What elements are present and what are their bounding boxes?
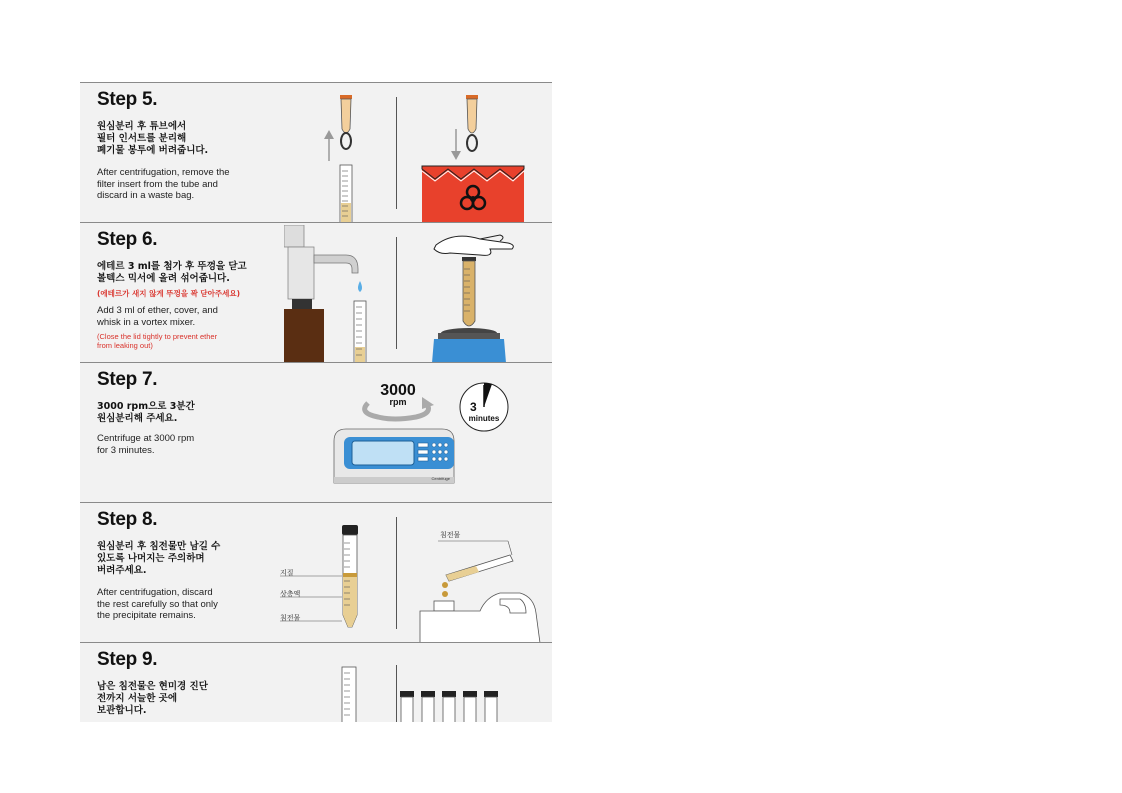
step-8-panel — [80, 502, 552, 643]
step-title: Step 6. — [97, 229, 158, 250]
arrow-down-icon — [451, 129, 461, 160]
text-line: filter insert from the tube and — [97, 178, 218, 190]
precipitate-label: 침전물 — [280, 614, 301, 622]
step-title: Step 5. — [97, 89, 158, 110]
text-line: 남은 침전물은 현미경 진단 — [97, 681, 208, 692]
text-line: Centrifuge at 3000 rpm — [97, 433, 195, 444]
step-english-text — [97, 587, 267, 622]
text-line: Add 3 ml of ether, cover, and — [97, 305, 218, 316]
text-line: 3000 rpm으로 3분간 — [97, 401, 195, 412]
text-line: 필터 인서트를 분리해 — [97, 133, 187, 144]
text-line: the precipitate remains. — [97, 610, 196, 621]
step-korean-text — [97, 681, 267, 717]
timer-icon — [460, 383, 508, 431]
text-line: discard in a waste bag. — [97, 190, 195, 201]
text-line: After centrifugation, discard — [97, 587, 213, 598]
panel-divider — [396, 665, 397, 722]
separated-tube-illustration — [280, 523, 370, 633]
step-korean-text — [97, 121, 267, 157]
step-title: Step 8. — [97, 509, 158, 530]
panel-divider — [396, 237, 397, 349]
lipid-label: 지질 — [280, 569, 294, 577]
step-title: Step 7. — [97, 369, 158, 390]
step-7-panel — [80, 362, 552, 503]
rpm-unit: rpm — [389, 397, 407, 407]
text-line: 전까지 서늘한 곳에 — [97, 693, 178, 704]
panel-divider — [396, 97, 397, 209]
vortex-mixer-illustration — [420, 231, 550, 363]
discard-container-illustration — [416, 533, 550, 643]
step-korean-text — [97, 541, 267, 577]
tube-illustration — [338, 665, 368, 722]
instruction-sheet — [80, 82, 552, 722]
text-line: 볼텍스 믹서에 올려 섞어줍니다. — [97, 273, 230, 284]
step-5-panel — [80, 82, 552, 223]
step-english-text — [97, 305, 267, 328]
warning-english-text — [97, 332, 267, 350]
text-line: 에테르 3 ml를 첨가 후 뚜껑을 닫고 — [97, 261, 247, 272]
text-line: 보관합니다. — [97, 705, 147, 716]
text-line: 버려주세요. — [97, 565, 147, 576]
timer-value: 3 — [470, 400, 477, 414]
text-line: 있도록 나머지는 주의하며 — [97, 553, 205, 564]
text-line: 폐기물 봉투에 버려줍니다. — [97, 145, 209, 156]
step-korean-text — [97, 261, 267, 285]
warning-korean-text: (에테르가 새지 않게 뚜껑을 꽉 닫아주세요) — [97, 289, 241, 298]
text-line: for 3 minutes. — [97, 444, 155, 456]
text-line: 원심분리 후 침전물만 남길 수 — [97, 541, 221, 552]
rpm-value: 3000 — [380, 382, 416, 399]
text-line: from leaking out) — [97, 341, 153, 350]
step-korean-text — [97, 401, 267, 425]
text-line: 원심분리해 주세요. — [97, 413, 178, 424]
step-english-text — [97, 167, 267, 202]
ether-dispenser-illustration — [284, 225, 384, 363]
step-title: Step 9. — [97, 649, 158, 670]
arrow-up-icon — [324, 130, 334, 161]
filter-removal-illustration — [316, 93, 366, 223]
text-line: the rest carefully so that only — [97, 598, 218, 610]
text-line: (Close the lid tightly to prevent ether — [97, 332, 218, 341]
timer-unit: minutes — [468, 414, 500, 423]
text-line: After centrifugation, remove the — [97, 167, 230, 178]
panel-divider — [396, 517, 397, 629]
centrifuge-illustration — [328, 379, 518, 489]
pour-label: 침전물 — [440, 531, 461, 539]
step-6-panel — [80, 222, 552, 363]
text-line: 원심분리 후 튜브에서 — [97, 121, 187, 132]
stored-tubes-illustration — [398, 687, 508, 722]
step-9-panel — [80, 642, 552, 722]
device-label: Centrifuge — [431, 476, 450, 481]
supernatant-label: 상층액 — [280, 590, 301, 598]
text-line: whisk in a vortex mixer. — [97, 316, 196, 328]
waste-bag-illustration — [418, 93, 548, 223]
step-english-text — [97, 433, 267, 456]
